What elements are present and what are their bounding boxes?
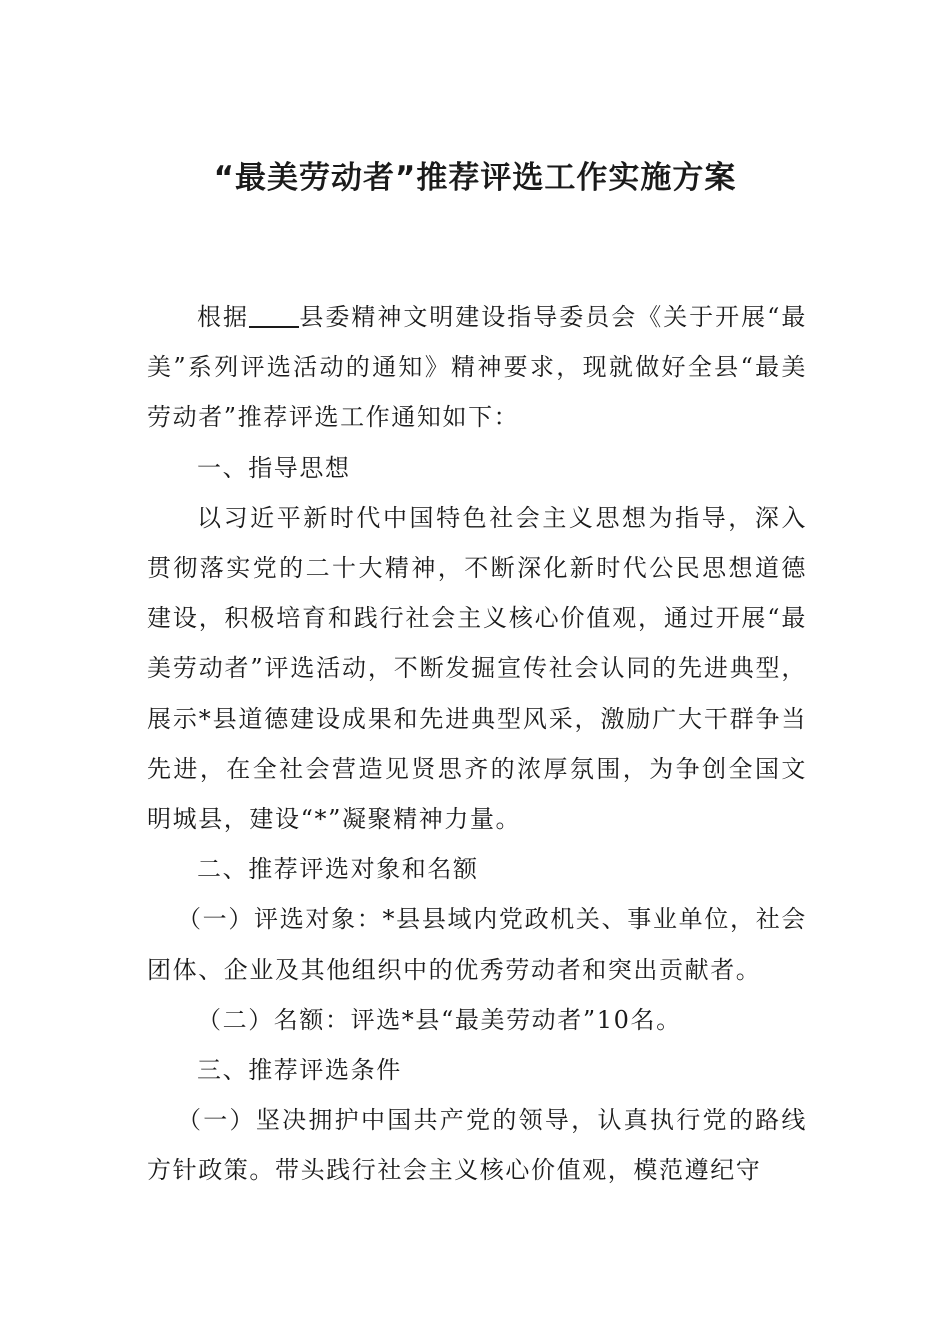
intro-text-start: 根据 (197, 303, 249, 331)
section-heading-selection-targets: 二、推荐评选对象和名额 (197, 855, 479, 884)
criteria-item-1: （一）坚决拥护中国共产党的领导，认真执行党的路线方针政策。带头践行社会主义核心价值观，模范遵纪守 (147, 1106, 807, 1185)
quota-item: （二）名额：评选*县“最美劳动者”10名。 (197, 1005, 682, 1034)
document-body (147, 292, 807, 1196)
section-heading-guiding-ideology: 一、指导思想 (197, 453, 351, 482)
guiding-ideology-paragraph: 以习近平新时代中国特色社会主义思想为指导，深入贯彻落实党的二十大精神，不断深化新时代公民思想道德建设，积极培育和践行社会主义核心价值观，通过开展“最美劳动者”评选活动，不断发掘宣传社会认同的先进典型，展示*县道德建设成果和先进典型风采，激励广大干群争当先进，在全社会营造见贤思齐的浓厚氛围，为争创全国文明城县，建设“*”凝聚精神力量。 (147, 503, 807, 834)
intro-paragraph (147, 292, 807, 443)
selection-targets-item: （一）评选对象：*县县域内党政机关、事业单位，社会团体、企业及其他组织中的优秀劳动者和突出贡献者。 (147, 905, 807, 984)
intro-text-rest: 县委精神文明建设指导委员会《关于开展“最美”系列评选活动的通知》精神要求，现就做好全县“最美劳动者”推荐评选工作通知如下： (147, 303, 807, 432)
fill-in-blank (249, 302, 299, 328)
document-title: “最美劳动者”推荐评选工作实施方案 (213, 160, 737, 196)
section-heading-selection-criteria: 三、推荐评选条件 (197, 1056, 402, 1085)
